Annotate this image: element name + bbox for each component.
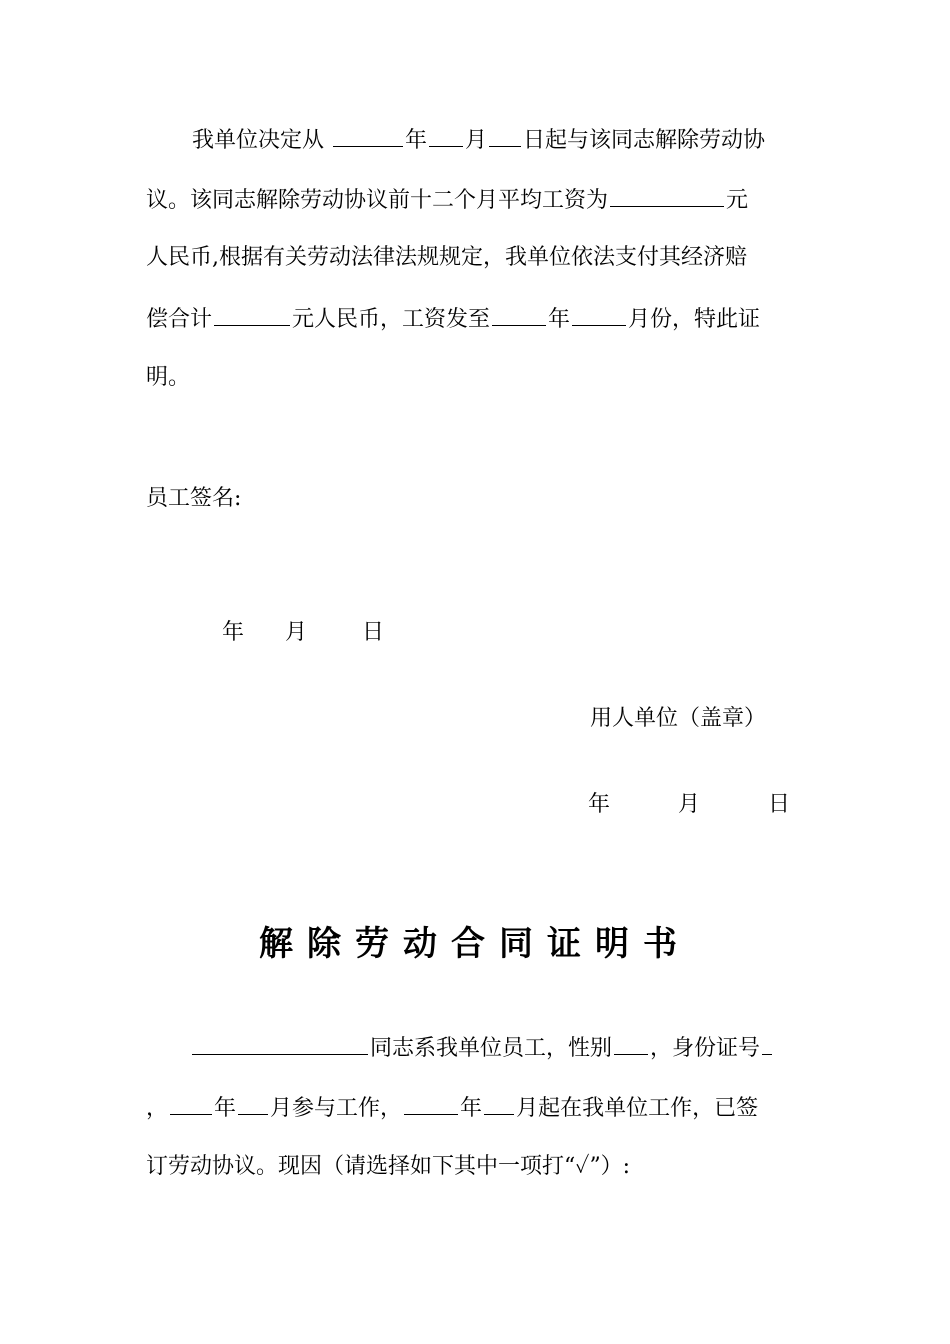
paragraph2-line-1	[192, 1032, 804, 1064]
paragraph-line-1	[192, 124, 804, 156]
employee-date-day: 日	[362, 620, 385, 645]
salary-blank[interactable]	[610, 184, 724, 207]
text: 我单位决定从	[192, 128, 325, 153]
text: 元人民币，工资发至	[292, 307, 491, 332]
employee-date-year: 年	[222, 620, 245, 645]
text: 年	[460, 1096, 483, 1121]
employee-date-month: 月	[285, 620, 308, 645]
gender-blank[interactable]	[614, 1032, 648, 1055]
text: 元	[726, 188, 749, 213]
day-blank[interactable]	[489, 124, 521, 147]
text: 月份，特此证	[628, 307, 761, 332]
join-month-blank[interactable]	[484, 1092, 514, 1115]
document-title: 解除劳动合同证明书	[259, 924, 691, 964]
paragraph-line-2	[146, 184, 806, 216]
text: 同志系我单位员工，性别	[370, 1036, 613, 1061]
text: 年	[548, 307, 571, 332]
text: 年	[214, 1096, 237, 1121]
paragraph2-line-2	[146, 1092, 806, 1124]
text: 月起在我单位工作，已签	[516, 1096, 759, 1121]
compensation-blank[interactable]	[214, 303, 290, 326]
employer-date-day: 日	[768, 792, 791, 817]
month-blank[interactable]	[429, 124, 463, 147]
employer-seal-label: 用人单位（盖章）	[590, 706, 767, 731]
pay-month-blank[interactable]	[572, 303, 626, 326]
text: 日起与该同志解除劳动协	[523, 128, 766, 153]
work-start-month-blank[interactable]	[238, 1092, 268, 1115]
work-start-year-blank[interactable]	[170, 1092, 212, 1115]
employer-date-year: 年	[588, 792, 611, 817]
name-blank[interactable]	[192, 1032, 368, 1055]
text: 月参与工作，	[270, 1096, 403, 1121]
year-blank[interactable]	[333, 124, 403, 147]
text: ，	[146, 1096, 169, 1121]
join-year-blank[interactable]	[404, 1092, 458, 1115]
text: 偿合计	[146, 307, 213, 332]
employer-date-month: 月	[678, 792, 701, 817]
paragraph-line-4	[146, 303, 806, 335]
employee-signature-label: 员工签名:	[146, 486, 242, 511]
paragraph-line-5: 明。	[146, 365, 191, 390]
paragraph-line-3: 人民币,根据有关劳动法律法规规定，我单位依法支付其经济赔	[146, 245, 747, 270]
text: 月	[465, 128, 488, 153]
id-number-blank[interactable]	[762, 1032, 772, 1055]
text: ，身份证号	[650, 1036, 761, 1061]
text: 年	[405, 128, 428, 153]
pay-year-blank[interactable]	[492, 303, 546, 326]
text: 议。该同志解除劳动协议前十二个月平均工资为	[146, 188, 609, 213]
paragraph2-line-3: 订劳动协议。现因（请选择如下其中一项打“✓”）:	[146, 1154, 631, 1179]
